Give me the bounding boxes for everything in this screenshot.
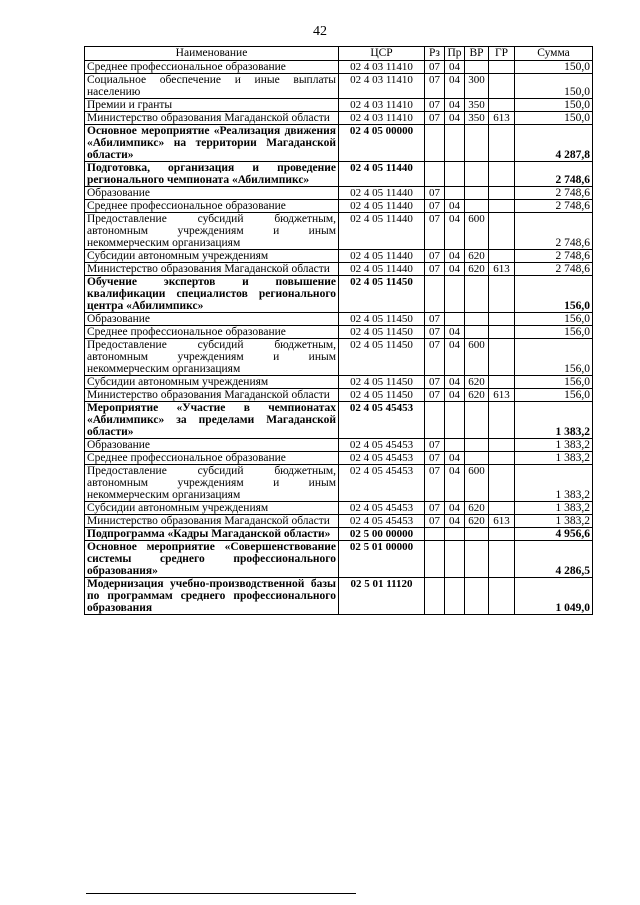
table-row <box>85 263 593 276</box>
cell-name: Предоставление субсидий бюджетным, автономным учреждениям и иным некоммерческим организациям <box>85 465 339 502</box>
cell-gr <box>489 578 515 615</box>
cell-pr: 04 <box>445 376 465 389</box>
table-row <box>85 187 593 200</box>
cell-gr <box>489 125 515 162</box>
cell-name: Основное мероприятие «Реализация движения «Абилимпикс» на территории Магаданской области» <box>85 125 339 162</box>
cell-name: Министерство образования Магаданской области <box>85 389 339 402</box>
cell-vr: 350 <box>465 99 489 112</box>
header-pr: Пр <box>445 47 465 61</box>
cell-gr <box>489 187 515 200</box>
table-row <box>85 339 593 376</box>
cell-sum: 4 956,6 <box>515 528 593 541</box>
cell-sum: 2 748,6 <box>515 187 593 200</box>
cell-rz: 07 <box>425 376 445 389</box>
cell-vr: 620 <box>465 263 489 276</box>
table-row <box>85 276 593 313</box>
cell-vr: 300 <box>465 74 489 99</box>
cell-sum: 4 287,8 <box>515 125 593 162</box>
cell-gr <box>489 213 515 250</box>
cell-rz: 07 <box>425 263 445 276</box>
table-row <box>85 515 593 528</box>
table-row <box>85 578 593 615</box>
cell-gr <box>489 313 515 326</box>
cell-vr <box>465 452 489 465</box>
cell-rz: 07 <box>425 200 445 213</box>
cell-gr <box>489 339 515 376</box>
cell-csr: 02 5 01 11120 <box>339 578 425 615</box>
table-row <box>85 200 593 213</box>
cell-sum: 1 383,2 <box>515 452 593 465</box>
table-row <box>85 213 593 250</box>
cell-sum: 4 286,5 <box>515 541 593 578</box>
cell-csr: 02 4 05 11440 <box>339 250 425 263</box>
cell-pr: 04 <box>445 389 465 402</box>
cell-sum: 1 383,2 <box>515 465 593 502</box>
table-row <box>85 376 593 389</box>
cell-pr: 04 <box>445 99 465 112</box>
cell-csr: 02 4 05 45453 <box>339 502 425 515</box>
cell-rz: 07 <box>425 339 445 376</box>
cell-csr: 02 4 05 45453 <box>339 402 425 439</box>
cell-gr <box>489 452 515 465</box>
cell-name: Предоставление субсидий бюджетным, автономным учреждениям и иным некоммерческим организациям <box>85 213 339 250</box>
cell-vr: 620 <box>465 250 489 263</box>
cell-rz <box>425 276 445 313</box>
cell-name: Образование <box>85 439 339 452</box>
cell-rz: 07 <box>425 389 445 402</box>
table-row <box>85 389 593 402</box>
cell-pr <box>445 439 465 452</box>
footer-divider <box>86 893 356 894</box>
cell-pr: 04 <box>445 74 465 99</box>
cell-csr: 02 4 03 11410 <box>339 61 425 74</box>
cell-name: Подготовка, организация и проведение регионального чемпионата «Абилимпикс» <box>85 162 339 187</box>
cell-sum: 1 383,2 <box>515 502 593 515</box>
cell-csr: 02 4 05 11450 <box>339 326 425 339</box>
cell-pr <box>445 187 465 200</box>
cell-name: Субсидии автономным учреждениям <box>85 250 339 263</box>
table-row <box>85 74 593 99</box>
cell-gr <box>489 200 515 213</box>
table-row <box>85 541 593 578</box>
cell-rz: 07 <box>425 502 445 515</box>
cell-vr <box>465 402 489 439</box>
cell-rz <box>425 528 445 541</box>
cell-pr: 04 <box>445 502 465 515</box>
table-row <box>85 162 593 187</box>
table-row <box>85 439 593 452</box>
budget-table <box>84 46 593 615</box>
cell-rz <box>425 541 445 578</box>
cell-rz: 07 <box>425 452 445 465</box>
table-row <box>85 112 593 125</box>
cell-gr <box>489 528 515 541</box>
cell-name: Министерство образования Магаданской области <box>85 263 339 276</box>
cell-sum: 156,0 <box>515 376 593 389</box>
cell-name: Субсидии автономным учреждениям <box>85 502 339 515</box>
cell-csr: 02 4 05 11450 <box>339 376 425 389</box>
cell-pr <box>445 541 465 578</box>
cell-rz: 07 <box>425 465 445 502</box>
cell-pr: 04 <box>445 112 465 125</box>
table-row <box>85 465 593 502</box>
table-row <box>85 528 593 541</box>
table-row <box>85 99 593 112</box>
cell-csr: 02 4 03 11410 <box>339 99 425 112</box>
cell-gr <box>489 162 515 187</box>
cell-rz: 07 <box>425 313 445 326</box>
cell-pr <box>445 528 465 541</box>
cell-csr: 02 4 05 11450 <box>339 313 425 326</box>
table-row <box>85 125 593 162</box>
cell-sum: 156,0 <box>515 326 593 339</box>
cell-vr: 620 <box>465 389 489 402</box>
cell-name: Мероприятие «Участие в чемпионатах «Абилимпикс» за пределами Магаданской области» <box>85 402 339 439</box>
cell-name: Образование <box>85 187 339 200</box>
table-row <box>85 502 593 515</box>
cell-sum: 2 748,6 <box>515 263 593 276</box>
cell-sum: 1 383,2 <box>515 515 593 528</box>
cell-sum: 2 748,6 <box>515 162 593 187</box>
cell-name: Среднее профессиональное образование <box>85 452 339 465</box>
cell-sum: 150,0 <box>515 112 593 125</box>
cell-pr: 04 <box>445 515 465 528</box>
cell-vr <box>465 313 489 326</box>
cell-sum: 2 748,6 <box>515 250 593 263</box>
cell-vr: 600 <box>465 339 489 376</box>
cell-gr: 613 <box>489 515 515 528</box>
cell-rz: 07 <box>425 515 445 528</box>
table-body <box>85 61 593 615</box>
page-number: 42 <box>313 24 327 39</box>
cell-csr: 02 4 03 11410 <box>339 74 425 99</box>
cell-gr <box>489 250 515 263</box>
cell-gr: 613 <box>489 389 515 402</box>
cell-gr <box>489 99 515 112</box>
cell-sum: 1 049,0 <box>515 578 593 615</box>
cell-csr: 02 4 03 11410 <box>339 112 425 125</box>
cell-name: Модернизация учебно-производственной базы по программам среднего профессионального образования <box>85 578 339 615</box>
cell-name: Социальное обеспечение и иные выплаты населению <box>85 74 339 99</box>
cell-vr <box>465 125 489 162</box>
cell-csr: 02 4 05 11450 <box>339 276 425 313</box>
cell-vr: 600 <box>465 465 489 502</box>
cell-rz: 07 <box>425 74 445 99</box>
cell-sum: 1 383,2 <box>515 402 593 439</box>
cell-sum: 156,0 <box>515 389 593 402</box>
cell-gr <box>489 439 515 452</box>
cell-vr: 620 <box>465 515 489 528</box>
cell-vr <box>465 276 489 313</box>
cell-gr: 613 <box>489 263 515 276</box>
cell-gr <box>489 465 515 502</box>
table-row <box>85 250 593 263</box>
cell-sum: 150,0 <box>515 99 593 112</box>
cell-csr: 02 4 05 11440 <box>339 213 425 250</box>
cell-csr: 02 4 05 11440 <box>339 162 425 187</box>
cell-sum: 2 748,6 <box>515 213 593 250</box>
header-vr: ВР <box>465 47 489 61</box>
cell-pr <box>445 578 465 615</box>
cell-rz: 07 <box>425 99 445 112</box>
cell-sum: 150,0 <box>515 61 593 74</box>
cell-csr: 02 4 05 11440 <box>339 263 425 276</box>
cell-name: Подпрограмма «Кадры Магаданской области» <box>85 528 339 541</box>
cell-gr <box>489 326 515 339</box>
cell-rz <box>425 578 445 615</box>
cell-gr <box>489 502 515 515</box>
cell-name: Субсидии автономным учреждениям <box>85 376 339 389</box>
cell-vr <box>465 528 489 541</box>
cell-name: Обучение экспертов и повышение квалификации специалистов регионального центра «Абилимпикс» <box>85 276 339 313</box>
cell-csr: 02 4 05 11450 <box>339 339 425 376</box>
cell-vr: 620 <box>465 502 489 515</box>
table-row <box>85 402 593 439</box>
cell-rz: 07 <box>425 326 445 339</box>
header-sum: Сумма <box>515 47 593 61</box>
cell-sum: 156,0 <box>515 339 593 376</box>
header-name: Наименование <box>85 47 339 61</box>
cell-vr <box>465 187 489 200</box>
cell-name: Среднее профессиональное образование <box>85 326 339 339</box>
cell-name: Премии и гранты <box>85 99 339 112</box>
cell-csr: 02 5 01 00000 <box>339 541 425 578</box>
cell-gr: 613 <box>489 112 515 125</box>
cell-gr <box>489 276 515 313</box>
cell-pr <box>445 125 465 162</box>
cell-pr: 04 <box>445 61 465 74</box>
cell-name: Среднее профессиональное образование <box>85 61 339 74</box>
cell-pr: 04 <box>445 465 465 502</box>
cell-vr <box>465 541 489 578</box>
cell-pr <box>445 276 465 313</box>
header-rz: Рз <box>425 47 445 61</box>
cell-rz <box>425 162 445 187</box>
cell-pr <box>445 162 465 187</box>
cell-pr: 04 <box>445 250 465 263</box>
cell-csr: 02 4 05 11440 <box>339 200 425 213</box>
cell-pr: 04 <box>445 326 465 339</box>
cell-pr <box>445 313 465 326</box>
cell-csr: 02 5 00 00000 <box>339 528 425 541</box>
table-row <box>85 326 593 339</box>
cell-rz: 07 <box>425 439 445 452</box>
cell-name: Министерство образования Магаданской области <box>85 515 339 528</box>
cell-sum: 1 383,2 <box>515 439 593 452</box>
cell-csr: 02 4 05 45453 <box>339 515 425 528</box>
cell-vr: 350 <box>465 112 489 125</box>
cell-pr: 04 <box>445 452 465 465</box>
cell-csr: 02 4 05 11450 <box>339 389 425 402</box>
cell-name: Среднее профессиональное образование <box>85 200 339 213</box>
cell-rz <box>425 402 445 439</box>
cell-vr <box>465 439 489 452</box>
table-row <box>85 452 593 465</box>
cell-gr <box>489 376 515 389</box>
cell-name: Предоставление субсидий бюджетным, автономным учреждениям и иным некоммерческим организациям <box>85 339 339 376</box>
table-row <box>85 313 593 326</box>
cell-gr <box>489 61 515 74</box>
cell-rz: 07 <box>425 250 445 263</box>
table-row <box>85 61 593 74</box>
cell-vr <box>465 200 489 213</box>
cell-rz <box>425 125 445 162</box>
cell-csr: 02 4 05 45453 <box>339 452 425 465</box>
cell-name: Образование <box>85 313 339 326</box>
cell-rz: 07 <box>425 213 445 250</box>
cell-csr: 02 4 05 00000 <box>339 125 425 162</box>
cell-rz: 07 <box>425 112 445 125</box>
cell-rz: 07 <box>425 61 445 74</box>
cell-pr: 04 <box>445 213 465 250</box>
cell-vr <box>465 578 489 615</box>
cell-gr <box>489 74 515 99</box>
cell-vr <box>465 61 489 74</box>
cell-sum: 156,0 <box>515 313 593 326</box>
cell-gr <box>489 402 515 439</box>
cell-sum: 150,0 <box>515 74 593 99</box>
cell-csr: 02 4 05 11440 <box>339 187 425 200</box>
cell-vr <box>465 162 489 187</box>
cell-vr <box>465 326 489 339</box>
cell-csr: 02 4 05 45453 <box>339 439 425 452</box>
cell-pr: 04 <box>445 339 465 376</box>
cell-name: Основное мероприятие «Совершенствование системы среднего профессионального образования» <box>85 541 339 578</box>
table-header-row <box>85 47 593 61</box>
cell-sum: 2 748,6 <box>515 200 593 213</box>
header-csr: ЦСР <box>339 47 425 61</box>
cell-pr <box>445 402 465 439</box>
cell-vr: 600 <box>465 213 489 250</box>
cell-vr: 620 <box>465 376 489 389</box>
cell-name: Министерство образования Магаданской области <box>85 112 339 125</box>
cell-pr: 04 <box>445 263 465 276</box>
cell-pr: 04 <box>445 200 465 213</box>
cell-sum: 156,0 <box>515 276 593 313</box>
header-gr: ГР <box>489 47 515 61</box>
cell-csr: 02 4 05 45453 <box>339 465 425 502</box>
cell-rz: 07 <box>425 187 445 200</box>
cell-gr <box>489 541 515 578</box>
